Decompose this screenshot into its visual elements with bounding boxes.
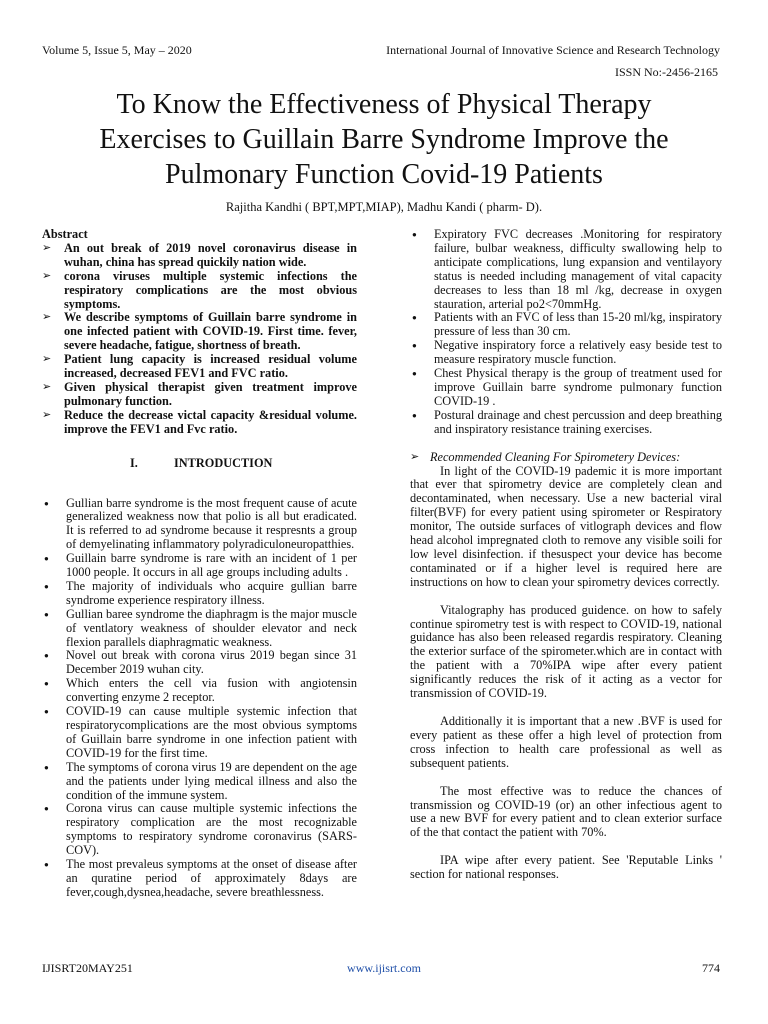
journal-name: International Journal of Innovative Science and Research Technology [386,43,720,57]
intro-item: ● Novel out break with corona virus 2019 began since 31 December 2019 wuhan city. [42,649,357,677]
intro-item: ● The symptoms of corona virus 19 are dependent on the age and the patients under lying medical illness and also the condition of the immune system. [42,761,357,803]
right-column [410,228,722,882]
abstract-item: ➢ Reduce the decrease victal capacity &residual volume. improve the FEV1 and Fvc ratio. [42,409,357,437]
abstract-list [42,242,357,437]
monitoring-item: ● Patients with an FVC of less than 15-20 ml/kg, inspiratory pressure of less than 30 cm. [410,311,722,339]
intro-item: ● Gullian baree syndrome the diaphragm is the major muscle of ventlatory weakness of shoulder elevator and neck flexion parallels diaphragmatic weakness. [42,608,357,650]
cleaning-paragraph: The most effective was to reduce the chances of transmission og COVID-19 (or) an other infectious agent to use a new BVF for every patient and to clean exterior surface of the that contact the patient with 70%. [410,783,722,840]
introduction-heading [130,457,357,471]
intro-item: ● Gullian barre syndrome is the most frequent cause of acute generalized weakness now that polio is all but eradicated. It is referred to ad syndrome because it respresnts a group of demyelinating inflammatory polyradiculoneuropatthies. [42,497,357,553]
authors: Rajitha Kandhi ( BPT,MPT,MIAP), Madhu Kandi ( pharm- D). [225,200,543,214]
title-line: To Know the Effectiveness of Physical Therapy [116,89,652,120]
left-column [42,228,357,900]
introduction-list [42,497,357,900]
monitoring-item: ● Chest Physical therapy is the group of treatment used for improve Guillain barre syndrome pulmonary function COVID-19 . [410,367,722,409]
title-line: Pulmonary Function Covid-19 Patients [165,159,603,190]
abstract-heading: Abstract [42,227,88,241]
title-line: Exercises to Guillain Barre Syndrome Improve the [99,124,669,155]
monitoring-item: ● Expiratory FVC decreases .Monitoring for respiratory failure, bulbar weakness, difficulty swallowing help to anticipate complications, lung expansion and ventilayory status is needed including management of vital capacity decreases to less than 18 ml /kg, decrease in oxygen stauration, arterial po2<70mmHg. [410,228,722,311]
monitoring-item: ● Postural drainage and chest percussion and deep breathing and inspiratory resistance training exercises. [410,409,722,437]
intro-item: ● The majority of individuals who acquire gullian barre syndrome experience respiratory illness. [42,580,357,608]
volume-info: Volume 5, Issue 5, May – 2020 [42,43,192,57]
abstract-item: ➢ An out break of 2019 novel coronavirus disease in wuhan, china has spread quickily nation wide. [42,242,357,270]
paper-id: IJISRT20MAY251 [42,961,133,975]
cleaning-paragraph: IPA wipe after every patient. See 'Reputable Links ' section for national responses. [410,853,722,882]
abstract-item: ➢ Given physical therapist given treatment improve pulmonary function. [42,381,357,409]
cleaning-heading: ➢ Recommended Cleaning For Spirometery Devices: [410,451,722,465]
section-number: I. [130,455,138,470]
issn: ISSN No:-2456-2165 [614,65,718,79]
intro-item: ● Which enters the cell via fusion with angiotensin converting enzyme 2 receptor. [42,677,357,705]
intro-item: ● The most prevaleus symptoms at the onset of disease after an quratine period of approximately 8days are fever,cough,dysnea,headache, severe breathlessness. [42,858,357,900]
section-title: INTRODUCTION [174,455,273,470]
intro-item: ● Guillain barre syndrome is rare with an incident of 1 per 1000 people. It occurs in all age groups including adults . [42,552,357,580]
cleaning-paragraph: Vitalography has produced guidence. on how to safely continue spirometry test is with respect to COVID-19, national guidance has also been released regardis respiratory. Cleaning the exterior surface of the spirometer.which are in contact with the patient with a 70%IPA wipe after every patient significantly reduces the risk of it acting as a vector for transmission of COVID-19. [410,602,722,701]
cleaning-paragraph: In light of the COVID-19 pademic it is more important that ever that spirometry device are completely clean and decontaminated, when necessary. Use a new bacterial viral filter(BVF) for every patient using spirometer or Respiratory monitor, The outside surfaces of vitlograph devices and flow head alcohol impregnated cloth to remove any visible soili for low level disinfection. if thesuspect your device has become contaminated or if a higher level is required here are instructions on how to clean your spirometry devices correctly. [410,463,722,589]
intro-item: ● COVID-19 can cause multiple systemic infection that respiratorycomplications are the most obvious symptoms of Guillain barre syndrome in one infection patient with COVID-19 for the first time. [42,705,357,761]
journal-website-link[interactable]: www.ijisrt.com [347,961,421,975]
intro-item: ● Corona virus can cause multiple systemic infections the respiratory complication are the most recognizable symptoms to respiratory syndrome coronavirus (SARS-COV). [42,802,357,858]
monitoring-item: ● Negative inspiratory force a relatively easy beside test to measure respiratory muscle function. [410,339,722,367]
cleaning-paragraph: Additionally it is important that a new .BVF is used for every patient as these offer a high level of protection from cross infection to health care professional as well as subsequent patients. [410,714,722,770]
monitoring-list [410,228,722,437]
abstract-item: ➢ corona viruses multiple systemic infections the respiratory complications are the most obvious symptoms. [42,270,357,312]
paper-title [30,87,738,192]
abstract-item: ➢ Patient lung capacity is increased residual volume increased, decreased FEV1 and FVC ratio. [42,353,357,381]
abstract-item: ➢ We describe symptoms of Guillain barre syndrome in one infected patient with COVID-19. First time. fever, severe headache, fatigue, shortness of breath. [42,311,357,353]
page-number: 774 [702,961,720,975]
